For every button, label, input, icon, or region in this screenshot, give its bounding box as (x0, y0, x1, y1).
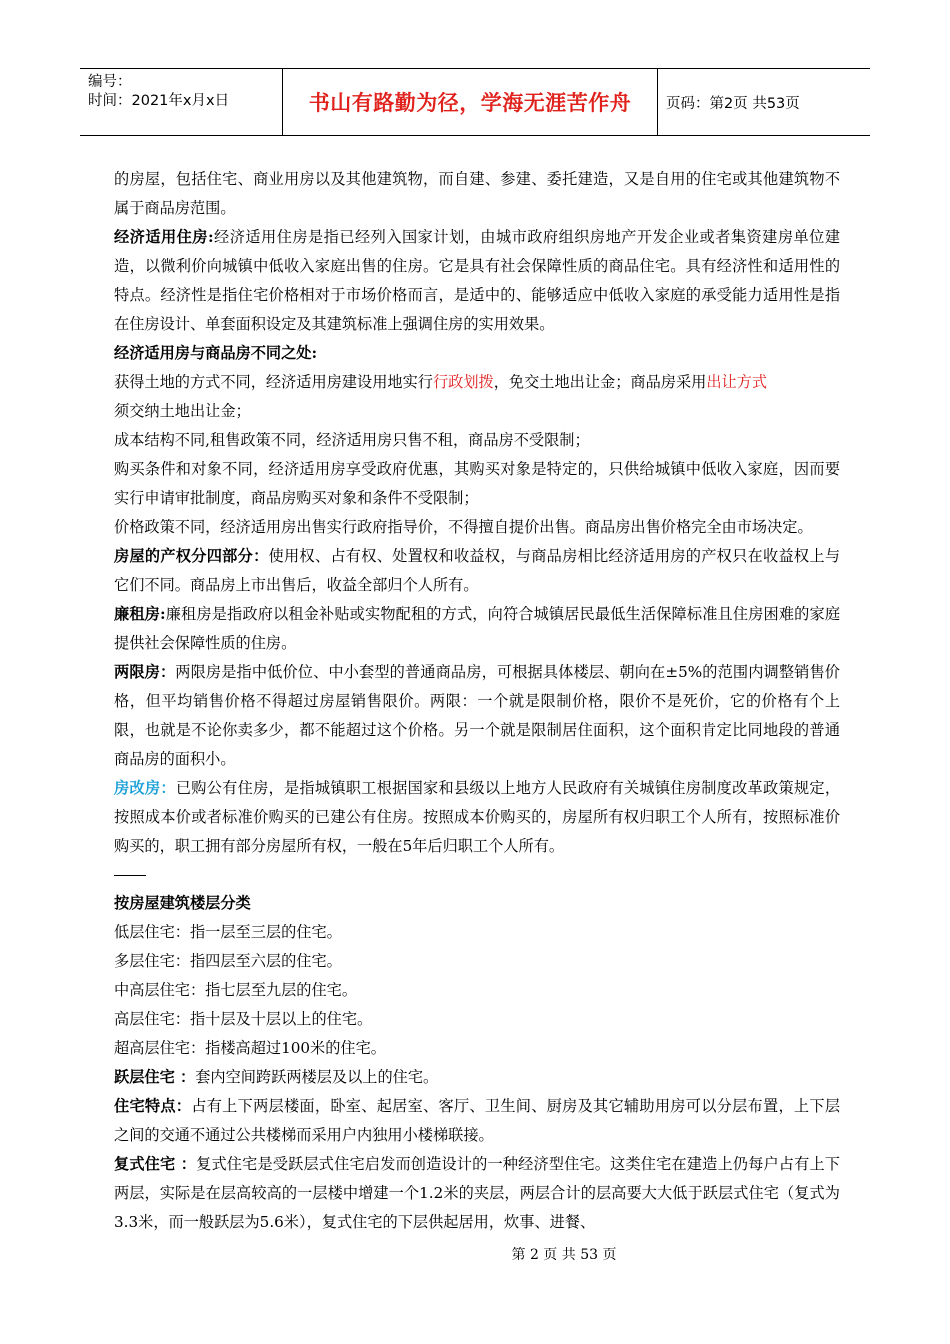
header-page-info: 页码：第2页 共53页 (666, 95, 800, 112)
heading-differences: 经济适用房与商品房不同之处: (114, 344, 318, 362)
definition-economic-housing: 经济适用住房是指已经列入国家计划，由城市政府组织房地产开发企业或者集资建房单位建造，以微利价向城镇中低收入家庭出售的住房。它是具有社会保障性质的商品住宅。具有经济性和适用性的特点。经济性是指住宅价格相对于市场价格而言，是适中的、能够适应中低收入家庭的承受能力适用性是指在住房设计、单套面积设定及其建筑标准上强调住房的实用效果。 (114, 228, 841, 333)
page-header (80, 68, 870, 136)
definition-reform-housing: 已购公有住房，是指城镇职工根据国家和县级以上地方人民政府有关城镇住房制度改革政策规定，按照成本价或者标准价购买的已建公有住房。按照成本价购买的，房屋所有权归职工个人所有，按照标准价购买的，职工拥有部分房屋所有权，一般在5年后归职工个人所有。 (114, 779, 841, 855)
heading-floor-classification: 按房屋建筑楼层分类 (114, 894, 251, 912)
term-low-rent-housing: 廉租房: (114, 605, 166, 623)
paragraph-property-rights (114, 542, 840, 600)
header-time-label: 时间：2021年x月x日 (88, 93, 230, 109)
floor-class-high-rise: 高层住宅：指十层及十层以上的住宅。 (114, 1010, 373, 1028)
definition-residence-features: 占有上下两层楼面，卧室、起居室、客厅、卫生间、厨房及其它辅助用房可以分层布置，上下层之间的交通不通过公共楼梯而采用户内独用小楼梯联接。 (114, 1097, 841, 1144)
difference-cost: 成本结构不同,租售政策不同，经济适用房只售不租，商品房不受限制； (114, 431, 590, 449)
link-administrative-allocation[interactable]: 行政划拨 (432, 373, 494, 391)
definition-duplex: 套内空间跨跃两楼层及以上的住宅。 (195, 1068, 439, 1086)
header-page-info-cell (658, 69, 870, 135)
term-duplex: 跃层住宅 ： (114, 1068, 196, 1086)
term-property-rights: 房屋的产权分四部分： (114, 547, 269, 565)
definition-price-limited-housing: 两限房是指中低价位、中小套型的普通商品房，可根据具体楼层、朝向在±5%的范围内调整销售价格，但平均销售价格不得超过房屋销售限价。两限：一个就是限制价格，限价不是死价，它的价格有个上限，也就是不论你卖多少，都不能超过这个价格。另一个就是限制居住面积，这个面积肯定比同地段的普通商品房的面积小。 (114, 663, 840, 768)
difference-buyers: 购买条件和对象不同，经济适用房享受政府优惠，其购买对象是特定的，只供给城镇中低收入家庭，因而要实行申请审批制度，商品房购买对象和条件不受限制； (114, 460, 840, 507)
page-footer: 第 2 页 共 53 页 (511, 1247, 617, 1263)
term-reform-housing[interactable]: 房改房： (114, 779, 176, 797)
difference-land (114, 368, 840, 426)
paragraph-reform-housing (114, 774, 840, 861)
definition-property-rights: 使用权、占有权、处置权和收益权，与商品房相比经济适用房的产权只在收益权上与它们不同。商品房上市出售后，收益全部归个人所有。 (114, 547, 841, 594)
section-divider (114, 875, 146, 876)
floor-class-super-high-rise: 超高层住宅：指楼高超过100米的住宅。 (114, 1039, 386, 1057)
difference-land-text-a: 获得土地的方式不同，经济适用房建设用地实行 (114, 373, 433, 391)
floor-class-mid-high-rise: 中高层住宅：指七层至九层的住宅。 (114, 981, 357, 999)
link-transfer-method[interactable]: 出让方式 (706, 373, 768, 391)
floor-class-multi-storey: 多层住宅：指四层至六层的住宅。 (114, 952, 342, 970)
paragraph-commodity-housing-end: 的房屋，包括住宅、商业用房以及其他建筑物，而自建、参建、委托建造，又是自用的住宅或其他建筑物不属于商品房范围。 (114, 170, 840, 217)
paragraph-low-rent-housing (114, 600, 840, 658)
difference-land-text-b: ，免交土地出让金；商品房采用 (493, 373, 707, 391)
difference-price: 价格政策不同，经济适用房出售实行政府指导价，不得擅自提价出售。商品房出售价格完全由市场决定。 (114, 518, 813, 536)
header-motto: 书山有路勤为径，学海无涯苦作舟 (308, 91, 632, 115)
difference-land-text-c: 须交纳土地出让金； (114, 402, 251, 420)
paragraph-price-limited-housing (114, 658, 840, 774)
term-price-limited-housing: 两限房： (114, 663, 176, 681)
definition-low-rent-housing: 廉租房是指政府以租金补贴或实物配租的方式，向符合城镇居民最低生活保障标准且住房困难的家庭提供社会保障性质的住房。 (114, 605, 841, 652)
paragraph-duplex (114, 1063, 840, 1092)
term-loft-residence: 复式住宅 ： (114, 1155, 197, 1173)
definition-loft-residence: 复式住宅是受跃层式住宅启发而创造设计的一种经济型住宅。这类住宅在建造上仍每户占有上下两层，实际是在层高较高的一层楼中增建一个1.2米的夹层，两层合计的层高要大大低于跃层式住宅（复式为3.3米，而一般跃层为5.6米），复式住宅的下层供起居用，炊事、进餐、 (114, 1155, 840, 1231)
paragraph-loft-residence (114, 1150, 840, 1237)
paragraph-residence-features (114, 1092, 840, 1150)
paragraph-economic-housing (114, 223, 840, 339)
header-number-label: 编号： (88, 74, 132, 90)
header-meta (80, 69, 283, 135)
floor-class-low-rise: 低层住宅：指一层至三层的住宅。 (114, 923, 342, 941)
term-residence-features: 住宅特点： (114, 1097, 192, 1115)
document-body (114, 165, 840, 1237)
header-motto-cell (283, 69, 658, 135)
term-economic-housing: 经济适用住房: (114, 228, 214, 246)
